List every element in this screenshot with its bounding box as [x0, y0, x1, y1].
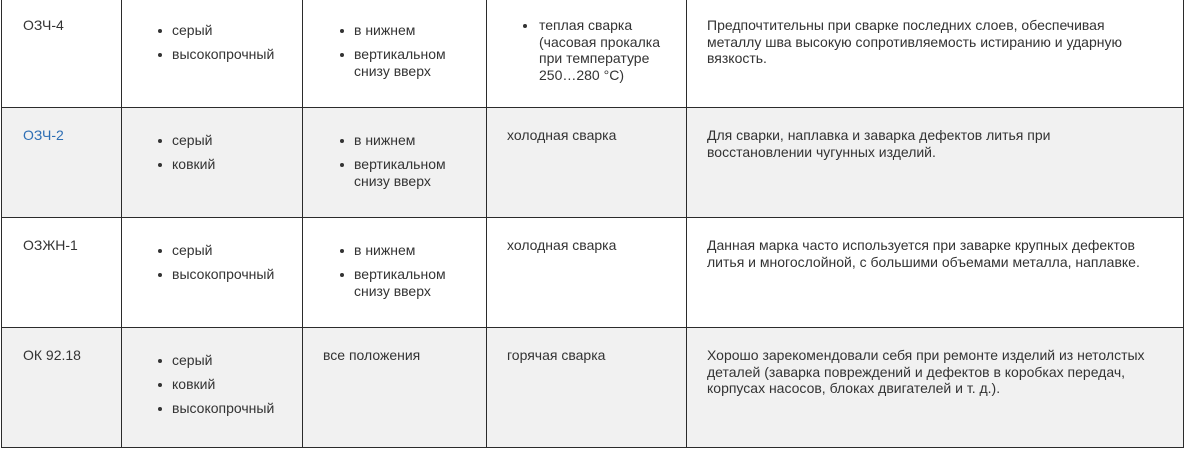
electrode-name-cell [2, 0, 122, 108]
electrode-name-cell [2, 328, 122, 448]
position-cell [303, 0, 487, 108]
description-cell [687, 218, 1184, 328]
iron-grade-cell [122, 328, 303, 448]
list-item: в нижнем [323, 132, 468, 149]
list-item: высокопрочный [142, 46, 284, 63]
welding-mode-text: горячая сварка [507, 347, 606, 363]
description-text: Для сварки, наплавка и заварка дефектов литья при восстановлении чугунных изделий. [707, 127, 1051, 160]
iron-grade-list [142, 22, 284, 63]
welding-mode-cell [487, 108, 687, 218]
position-list [323, 22, 468, 79]
electrode-name-cell [2, 218, 122, 328]
electrode-name-link[interactable]: ОЗЧ-2 [23, 127, 64, 143]
electrode-name: ОЗЖН-1 [23, 237, 78, 253]
iron-grade-list [142, 132, 284, 173]
description-cell [687, 328, 1184, 448]
welding-mode-cell [487, 328, 687, 448]
list-item: вертикальном снизу вверх [323, 266, 468, 299]
position-cell [303, 108, 487, 218]
electrode-name: ОЗЧ-4 [23, 17, 64, 33]
list-item: вертикальном снизу вверх [323, 46, 468, 79]
electrode-name-cell [2, 108, 122, 218]
position-cell [303, 328, 487, 448]
list-item: теплая сварка (часовая прокалка при температуре 250…280 °C) [507, 17, 668, 83]
description-cell [687, 108, 1184, 218]
description-text: Хорошо зарекомендовали себя при ремонте изделий из нетолстых деталей (заварка повреждений и дефектов в коробках передач, корпусах насосов, блоках двигателей и т. д.). [707, 347, 1145, 396]
iron-grade-cell [122, 218, 303, 328]
list-item: высокопрочный [142, 400, 284, 417]
welding-mode-cell [487, 0, 687, 108]
description-text: Предпочтительны при сварке последних слоев, обеспечивая металлу шва высокую сопротивляемость истиранию и ударную вязкость. [707, 17, 1122, 66]
iron-grade-list [142, 242, 284, 283]
list-item: ковкий [142, 156, 284, 173]
table-row [2, 218, 1184, 328]
iron-grade-cell [122, 0, 303, 108]
list-item: в нижнем [323, 242, 468, 259]
position-list [323, 242, 468, 299]
position-cell [303, 218, 487, 328]
description-cell [687, 0, 1184, 108]
iron-grade-cell [122, 108, 303, 218]
list-item: серый [142, 22, 284, 39]
description-text: Данная марка часто используется при заварке крупных дефектов литья и многослойной, с большими объемами металла, наплавке. [707, 237, 1140, 270]
welding-mode-cell [487, 218, 687, 328]
list-item: вертикальном снизу вверх [323, 156, 468, 189]
table-row [2, 328, 1184, 448]
welding-mode-text: холодная сварка [507, 237, 617, 253]
iron-grade-list [142, 352, 284, 417]
electrodes-table [1, 0, 1184, 448]
electrode-name: ОК 92.18 [23, 347, 81, 363]
list-item: в нижнем [323, 22, 468, 39]
welding-mode-text: холодная сварка [507, 127, 617, 143]
list-item: высокопрочный [142, 266, 284, 283]
table-row [2, 108, 1184, 218]
table-row [2, 0, 1184, 108]
welding-mode-list [507, 17, 668, 83]
list-item: серый [142, 242, 284, 259]
list-item: ковкий [142, 376, 284, 393]
position-list [323, 132, 468, 189]
list-item: серый [142, 352, 284, 369]
position-text: все положения [323, 347, 421, 363]
list-item: серый [142, 132, 284, 149]
